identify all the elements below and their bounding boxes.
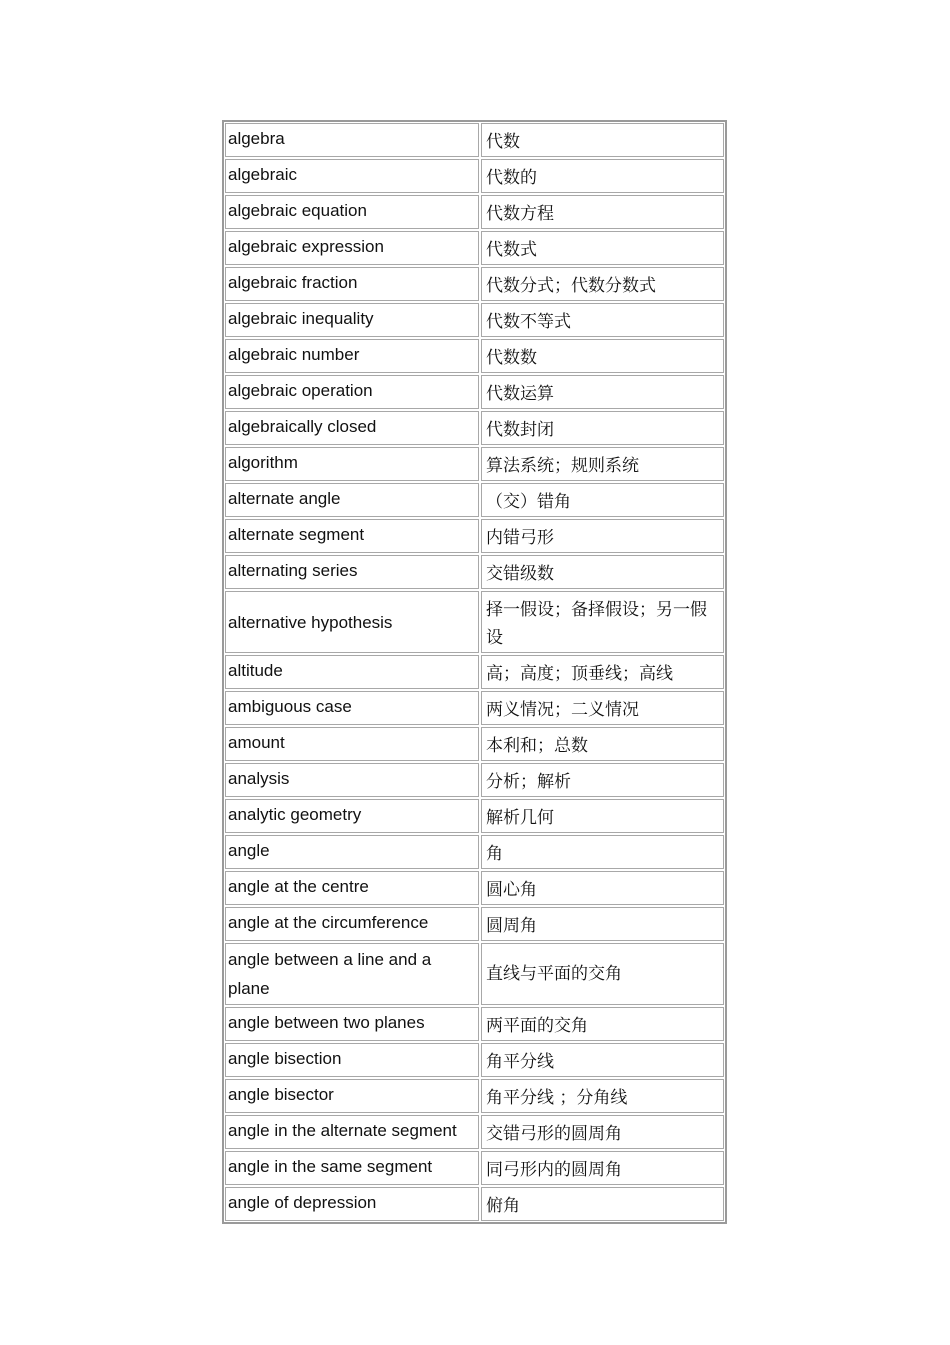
term-chinese: 代数 bbox=[481, 123, 724, 157]
term-chinese: 直线与平面的交角 bbox=[481, 943, 724, 1005]
term-english: angle at the circumference bbox=[225, 907, 479, 941]
table-row bbox=[224, 554, 725, 590]
term-english: angle between two planes bbox=[225, 1007, 479, 1041]
term-english: angle between a line and a plane bbox=[225, 943, 479, 1005]
term-chinese: 代数运算 bbox=[481, 375, 724, 409]
table-row bbox=[224, 1186, 725, 1222]
table-row bbox=[224, 798, 725, 834]
term-chinese: 圆周角 bbox=[481, 907, 724, 941]
term-chinese: 角平分线 ；分角线 bbox=[481, 1079, 724, 1113]
term-english: amount bbox=[225, 727, 479, 761]
table-row bbox=[224, 1150, 725, 1186]
table-row bbox=[224, 374, 725, 410]
table-row bbox=[224, 1006, 725, 1042]
term-english: algebraic bbox=[225, 159, 479, 193]
table-row bbox=[224, 590, 725, 654]
term-chinese: 择一假设；备择假设；另一假设 bbox=[481, 591, 724, 653]
table-row bbox=[224, 942, 725, 1006]
term-chinese: 分析；解析 bbox=[481, 763, 724, 797]
term-english: algebraic inequality bbox=[225, 303, 479, 337]
term-chinese: （交）错角 bbox=[481, 483, 724, 517]
table-row bbox=[224, 446, 725, 482]
term-chinese: 代数数 bbox=[481, 339, 724, 373]
table-row bbox=[224, 1042, 725, 1078]
term-chinese: 角 bbox=[481, 835, 724, 869]
term-chinese: 圆心角 bbox=[481, 871, 724, 905]
term-english: alternative hypothesis bbox=[225, 591, 479, 653]
term-english: angle in the same segment bbox=[225, 1151, 479, 1185]
term-english: algebraic fraction bbox=[225, 267, 479, 301]
table-row bbox=[224, 1114, 725, 1150]
term-english: analysis bbox=[225, 763, 479, 797]
table-row bbox=[224, 870, 725, 906]
term-english: angle bbox=[225, 835, 479, 869]
term-english: algebraic operation bbox=[225, 375, 479, 409]
term-chinese: 代数不等式 bbox=[481, 303, 724, 337]
term-chinese: 内错弓形 bbox=[481, 519, 724, 553]
table-row bbox=[224, 518, 725, 554]
table-row bbox=[224, 302, 725, 338]
term-english: alternate segment bbox=[225, 519, 479, 553]
table-row bbox=[224, 834, 725, 870]
term-chinese: 代数分式；代数分数式 bbox=[481, 267, 724, 301]
term-chinese: 交错级数 bbox=[481, 555, 724, 589]
term-english: algebraic equation bbox=[225, 195, 479, 229]
table-row bbox=[224, 122, 725, 158]
table-row bbox=[224, 1078, 725, 1114]
table-row bbox=[224, 654, 725, 690]
term-english: angle in the alternate segment bbox=[225, 1115, 479, 1149]
term-english: alternating series bbox=[225, 555, 479, 589]
term-english: angle bisector bbox=[225, 1079, 479, 1113]
term-chinese: 交错弓形的圆周角 bbox=[481, 1115, 724, 1149]
table-row bbox=[224, 482, 725, 518]
glossary-table bbox=[222, 120, 727, 1224]
term-chinese: 两义情况；二义情况 bbox=[481, 691, 724, 725]
term-chinese: 算法系统；规则系统 bbox=[481, 447, 724, 481]
term-english: angle of depression bbox=[225, 1187, 479, 1221]
term-english: algorithm bbox=[225, 447, 479, 481]
term-chinese: 代数式 bbox=[481, 231, 724, 265]
table-row bbox=[224, 230, 725, 266]
term-english: ambiguous case bbox=[225, 691, 479, 725]
table-row bbox=[224, 906, 725, 942]
table-row bbox=[224, 726, 725, 762]
term-english: analytic geometry bbox=[225, 799, 479, 833]
term-chinese: 本利和；总数 bbox=[481, 727, 724, 761]
term-english: algebraically closed bbox=[225, 411, 479, 445]
table-row bbox=[224, 158, 725, 194]
term-english: algebraic number bbox=[225, 339, 479, 373]
term-chinese: 代数方程 bbox=[481, 195, 724, 229]
term-chinese: 俯角 bbox=[481, 1187, 724, 1221]
term-english: algebra bbox=[225, 123, 479, 157]
term-chinese: 两平面的交角 bbox=[481, 1007, 724, 1041]
table-row bbox=[224, 338, 725, 374]
table-row bbox=[224, 410, 725, 446]
term-english: alternate angle bbox=[225, 483, 479, 517]
table-row bbox=[224, 194, 725, 230]
term-chinese: 解析几何 bbox=[481, 799, 724, 833]
term-english: algebraic expression bbox=[225, 231, 479, 265]
term-chinese: 同弓形内的圆周角 bbox=[481, 1151, 724, 1185]
term-chinese: 代数封闭 bbox=[481, 411, 724, 445]
term-chinese: 代数的 bbox=[481, 159, 724, 193]
term-chinese: 高；高度；顶垂线；高线 bbox=[481, 655, 724, 689]
term-english: angle at the centre bbox=[225, 871, 479, 905]
term-english: altitude bbox=[225, 655, 479, 689]
table-row bbox=[224, 762, 725, 798]
table-row bbox=[224, 690, 725, 726]
term-chinese: 角平分线 bbox=[481, 1043, 724, 1077]
table-row bbox=[224, 266, 725, 302]
term-english: angle bisection bbox=[225, 1043, 479, 1077]
